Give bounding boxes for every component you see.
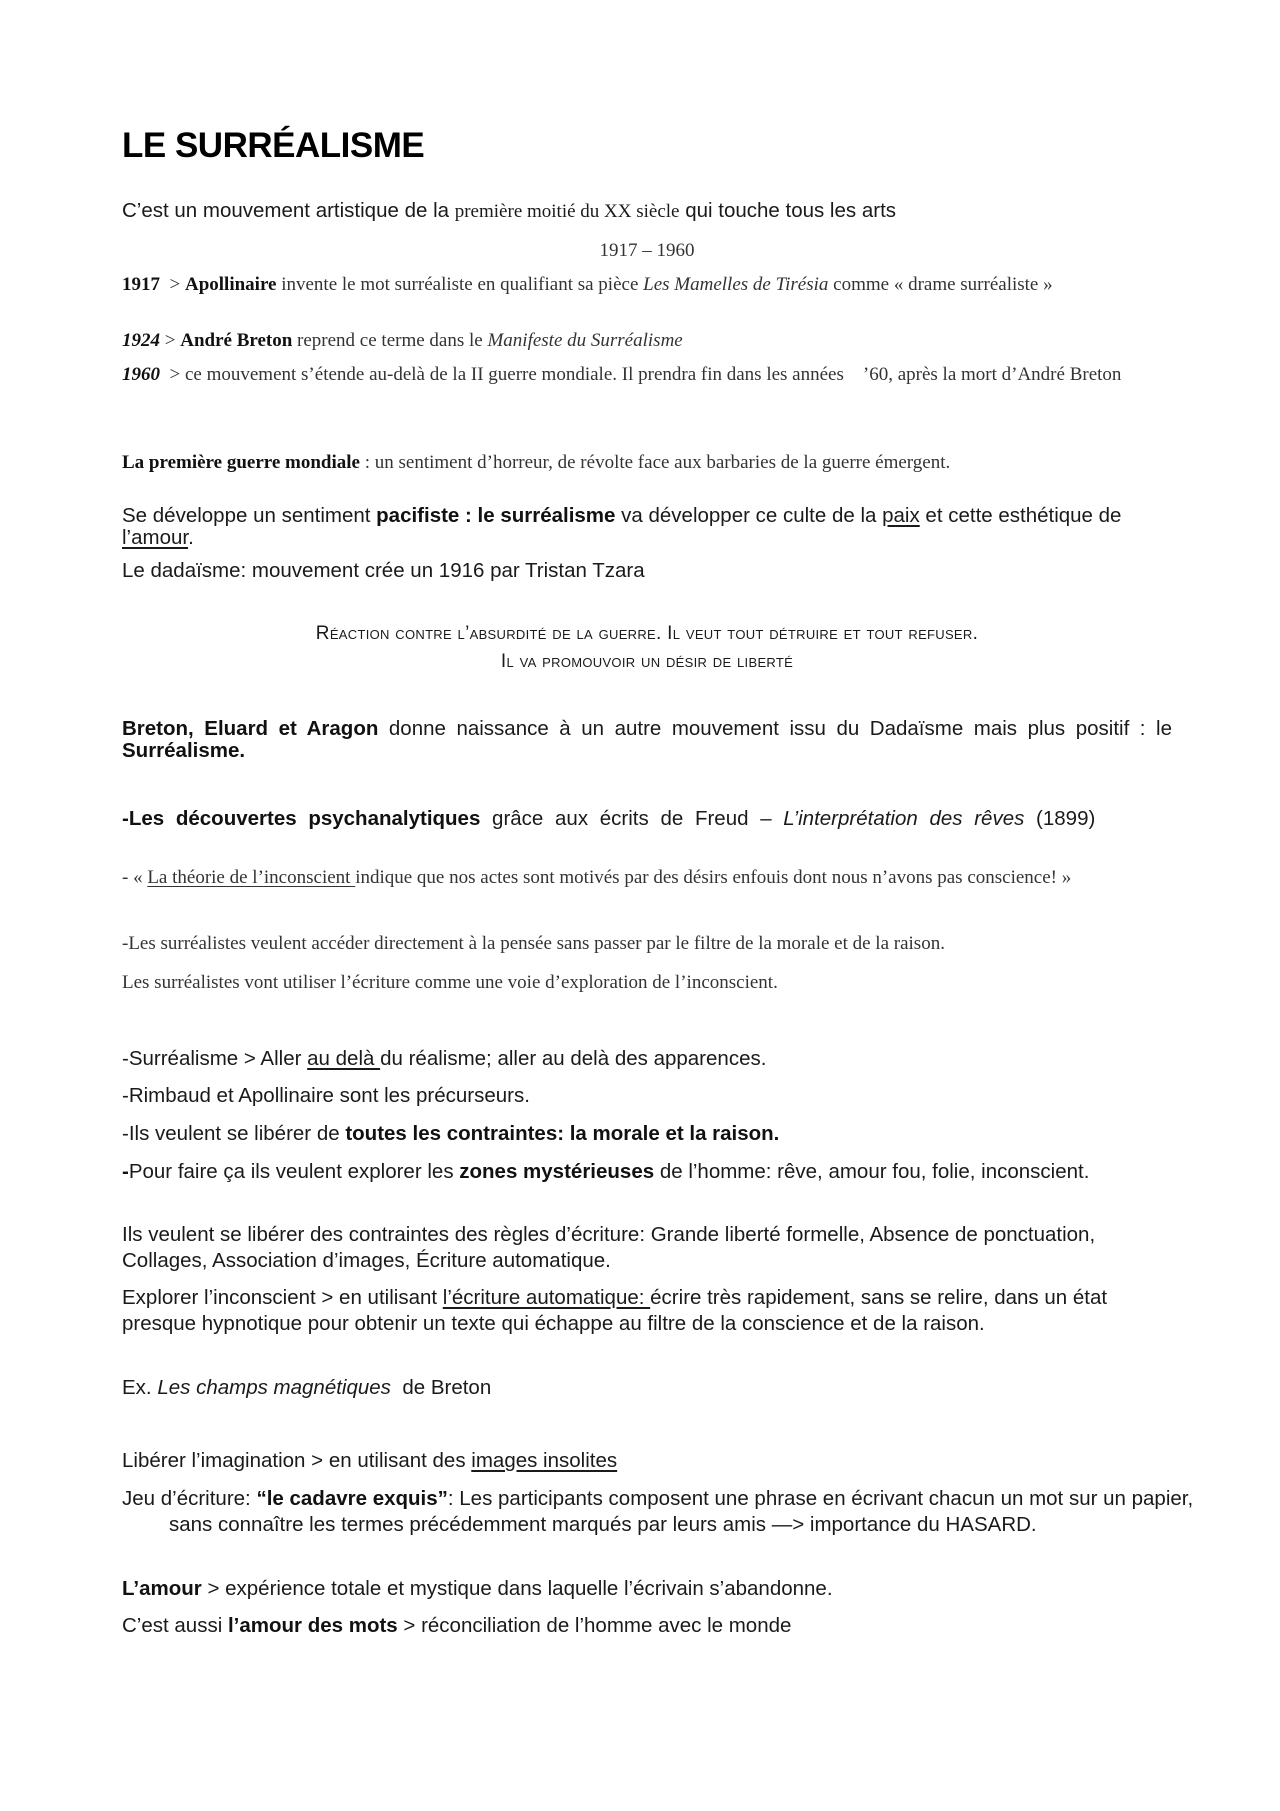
war-paragraph [122, 452, 1172, 474]
intro-paragraph [122, 198, 1172, 225]
theory-prefix: - « [122, 867, 148, 888]
list-dash: - [122, 1160, 129, 1183]
pacifist-text: et cette esthétique de [919, 504, 1122, 527]
timeline-1924 [122, 330, 1172, 352]
intro-text-b: première moitié du XX siècle [454, 201, 680, 222]
list-text: Pour faire ça ils veulent explorer les [128, 1160, 460, 1183]
theory-underlined: La théorie de l’inconscient [147, 867, 356, 888]
theory-text: indique que nos actes sont motivés par des désirs enfouis dont nous n’avons pas conscience! » [355, 867, 1072, 888]
page-title: LE SURRÉALISME [122, 126, 425, 165]
timeline-sep: > [160, 364, 185, 385]
breton-text: donne naissance à un autre mouvement issu du Dadaïsme mais plus positif : le [378, 717, 1172, 740]
mots-text: > réconciliation de l’homme avec le monde [397, 1614, 792, 1637]
pacifist-text: Se développe un sentiment [122, 504, 377, 527]
timeline-year: 1960 [122, 364, 160, 385]
list-text: Explorer l’inconscient > en utilisant [122, 1286, 443, 1309]
amour-line [122, 1576, 1172, 1602]
list-bold: zones mystérieuses [459, 1160, 655, 1183]
timeline-text: reprend ce terme dans le [292, 330, 488, 351]
breton-bold: Breton, Eluard et Aragon [122, 717, 379, 740]
reaction-line-2: Il va promouvoir un désir de liberté [500, 651, 794, 672]
serif-line-1: -Les surréalistes veulent accéder directement à la pensée sans passer par le filtre de la morale et de la raison. [122, 933, 945, 954]
intro-text-a: C’est un mouvement artistique de la [122, 199, 455, 222]
psy-paragraph [122, 808, 1172, 830]
list-item-1 [122, 1046, 1172, 1072]
list-text: Ex. [122, 1376, 158, 1399]
psy-year: (1899) [1024, 807, 1096, 830]
images-insolites-underlined: images insolites [471, 1449, 618, 1472]
psy-text: grâce aux écrits de Freud – [480, 807, 784, 830]
paix-underlined: paix [882, 504, 920, 527]
list-text: -Surréalisme > Aller [122, 1047, 308, 1070]
timeline-name: Apollinaire [184, 274, 277, 295]
timeline-text: invente le mot surréaliste en qualifiant sa pièce [276, 274, 644, 295]
reaction-line-1: Réaction contre l’absurdité de la guerre. Il veut tout détruire et tout refuser. [315, 623, 979, 644]
cadavre-paragraph [122, 1486, 1219, 1538]
au-dela-underlined: au delà [307, 1047, 381, 1070]
cadavre-text: : Les participants composent une phrase en écrivant chacun un mot sur un papier, sans connaître les termes précédemment marqués par leurs amis —> importance du HASARD. [169, 1487, 1194, 1536]
list-item-2: -Rimbaud et Apollinaire sont les précurseurs. [122, 1084, 530, 1107]
dada-line: Le dadaïsme: mouvement crée un 1916 par Tristan Tzara [122, 559, 645, 582]
pacifist-text: . [188, 526, 194, 549]
list-item-4 [122, 1159, 1172, 1185]
intro-text-c: qui touche tous les arts [679, 199, 897, 222]
champs-magnetiques-italic: Les champs magnétiques [157, 1376, 391, 1399]
breton-paragraph [122, 718, 1172, 762]
list-text: -Ils veulent se libérer de [122, 1122, 346, 1145]
list-item-7 [122, 1375, 1172, 1401]
list-text: de l’homme: rêve, amour fou, folie, inconscient. [654, 1160, 1090, 1183]
timeline-text-2: comme « drame surréaliste » [828, 274, 1053, 295]
theory-paragraph [122, 864, 1172, 891]
mots-text: C’est aussi [122, 1614, 228, 1637]
pacifist-paragraph [122, 505, 1172, 549]
surrealisme-bold: Surréalisme. [122, 739, 246, 762]
freud-work: L’interprétation des rêves [783, 807, 1025, 830]
timeline-1917 [122, 274, 1172, 296]
timeline-1960 [122, 364, 1172, 386]
war-text: : un sentiment d’horreur, de révolte face aux barbaries de la guerre émergent. [359, 452, 951, 473]
timeline-name: André Breton [180, 330, 293, 351]
dates-range: 1917 – 1960 [599, 240, 695, 261]
imagination-line [122, 1448, 1172, 1474]
ecriture-automatique-underlined: l’écriture automatique: [442, 1286, 651, 1309]
amour-underlined: l’amour [122, 526, 189, 549]
imagination-text: Libérer l’imagination > en utilisant des [122, 1449, 472, 1472]
war-bold: La première guerre mondiale [122, 452, 360, 473]
list-text: de Breton [390, 1376, 492, 1399]
timeline-year: 1924 [122, 330, 160, 351]
cadavre-bold: “le cadavre exquis” [256, 1487, 448, 1510]
pacifist-text: va développer ce culte de la [615, 504, 883, 527]
amour-text: > expérience totale et mystique dans laquelle l’écrivain s’abandonne. [201, 1577, 833, 1600]
timeline-sep: > [160, 330, 181, 351]
amour-bold: L’amour [122, 1577, 202, 1600]
psy-bold: -Les découvertes psychanalytiques [122, 807, 481, 830]
list-bold: toutes les contraintes: la morale et la raison. [345, 1122, 780, 1145]
list-text: du réalisme; aller au delà des apparences. [380, 1047, 767, 1070]
mots-bold: l’amour des mots [227, 1614, 398, 1637]
list-text: écrire très rapidement, sans se relire, dans un état presque hypnotique pour obtenir un texte qui échappe au filtre de la conscience et de la raison. [122, 1286, 1108, 1335]
cadavre-text: Jeu d’écriture: [122, 1487, 257, 1510]
timeline-work: Les Mamelles de Tirésia [643, 274, 829, 295]
list-item-5: Ils veulent se libérer des contraintes des règles d’écriture: Grande liberté formelle, Absence de ponctuation, Collages, Association d’images, Écriture automatique. [122, 1223, 1096, 1272]
serif-line-2: Les surréalistes vont utiliser l’écriture comme une voie d’exploration de l’inconscient. [122, 972, 778, 993]
timeline-year: 1917 [122, 274, 160, 295]
list-item-6 [122, 1285, 1172, 1337]
pacifist-bold: pacifiste : le surréalisme [376, 504, 616, 527]
timeline-work: Manifeste du Surréalisme [487, 330, 683, 351]
list-item-3 [122, 1121, 1172, 1147]
timeline-text: ce mouvement s’étende au-delà de la II guerre mondiale. Il prendra fin dans les années ’60, après la mort d’André Breton [184, 364, 1122, 385]
timeline-sep: > [160, 274, 185, 295]
mots-line [122, 1613, 1172, 1639]
